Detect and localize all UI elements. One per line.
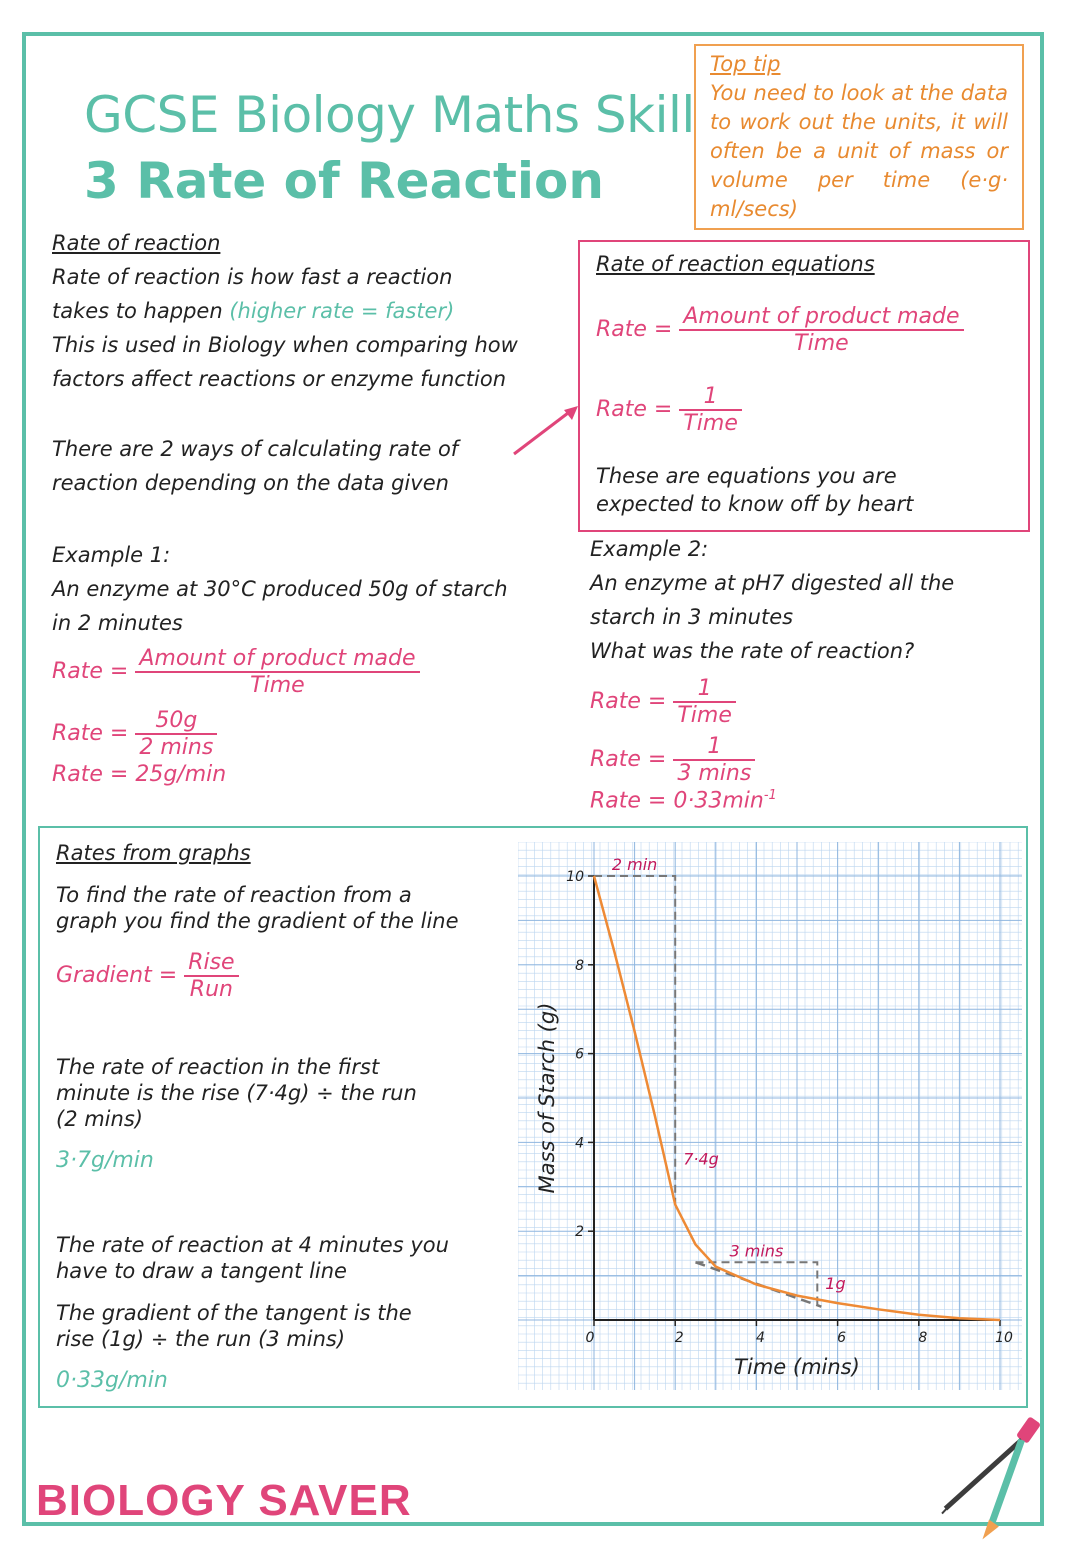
ror-line6: reaction depending on the data given xyxy=(52,471,449,495)
ror-line5: There are 2 ways of calculating rate of xyxy=(52,437,459,461)
graphs-line2: graph you find the gradient of the line xyxy=(56,909,459,933)
ror-line2a: takes to happen xyxy=(52,299,230,323)
example-1 xyxy=(52,538,572,640)
example2-line2: starch in 3 minutes xyxy=(590,605,794,629)
ex1-s1-num: Amount of product made xyxy=(135,646,419,673)
p2-line2: have to draw a tangent line xyxy=(56,1259,347,1283)
gradient-label: Gradient = xyxy=(56,963,178,988)
ex1-s1-den: Time xyxy=(250,673,305,698)
ex1-s2-den: 2 mins xyxy=(139,735,214,760)
ex2-s2-label: Rate = xyxy=(590,747,667,772)
example1-step2 xyxy=(52,708,217,760)
example2-step2 xyxy=(590,734,755,786)
page-title-line2: 3 Rate of Reaction xyxy=(84,152,604,210)
example2-line3: What was the rate of reaction? xyxy=(590,639,915,663)
example1-line1: An enzyme at 30°C produced 50g of starch xyxy=(52,577,508,601)
x-axis-label: Time (mins) xyxy=(734,1355,860,1379)
x-tick-label: 10 xyxy=(995,1330,1013,1346)
ex2-s2-fraction xyxy=(673,734,755,786)
graph-para2 xyxy=(56,1232,516,1352)
example2-step1 xyxy=(590,676,736,728)
eq2-rate-label: Rate = xyxy=(596,397,673,422)
annotation-label: 2 min xyxy=(611,855,658,874)
ex2-s1-fraction xyxy=(673,676,736,728)
compass-icon xyxy=(940,1406,1060,1546)
equations-note xyxy=(596,462,913,518)
top-tip-heading: Top tip xyxy=(710,52,781,76)
ex2-answer-sup: -1 xyxy=(763,788,777,803)
graph-section-text xyxy=(56,840,516,934)
equations-box xyxy=(578,240,1030,532)
graphs-heading: Rates from graphs xyxy=(56,841,251,865)
p2-line1: The rate of reaction at 4 minutes you xyxy=(56,1233,449,1257)
eq2-fraction xyxy=(679,384,742,436)
ex2-s1-label: Rate = xyxy=(590,689,667,714)
rate-of-reaction-section xyxy=(52,226,572,500)
annotation-label: 1g xyxy=(825,1273,846,1293)
x-tick-label: 0 xyxy=(585,1330,595,1346)
example1-heading: Example 1: xyxy=(52,543,171,567)
example-2 xyxy=(590,532,1030,668)
rate-of-reaction-heading: Rate of reaction xyxy=(52,231,221,255)
rate-graph xyxy=(518,842,1022,1390)
x-tick-label: 4 xyxy=(755,1330,765,1346)
x-tick-label: 8 xyxy=(918,1330,928,1346)
graph-answer2: 0·33g/min xyxy=(56,1368,168,1393)
ror-line1: Rate of reaction is how fast a reaction xyxy=(52,265,453,289)
eq2-denominator: Time xyxy=(683,411,738,436)
example1-line2: in 2 minutes xyxy=(52,611,183,635)
graph-para1 xyxy=(56,1054,516,1132)
example1-step1 xyxy=(52,646,420,698)
graphs-line1: To find the rate of reaction from a xyxy=(56,883,412,907)
example2-heading: Example 2: xyxy=(590,537,709,561)
ex1-s2-label: Rate = xyxy=(52,721,129,746)
eq1-numerator: Amount of product made xyxy=(679,304,963,331)
graph-answer1: 3·7g/min xyxy=(56,1148,154,1173)
y-tick-label: 6 xyxy=(575,1046,584,1063)
y-tick-label: 10 xyxy=(566,869,584,885)
example2-line1: An enzyme at pH7 digested all the xyxy=(590,571,955,595)
y-tick-label: 8 xyxy=(575,957,584,974)
ex2-s2-num: 1 xyxy=(673,734,755,761)
top-tip-box xyxy=(694,44,1024,230)
equations-note-line2: expected to know off by heart xyxy=(596,492,914,516)
eq2-numerator: 1 xyxy=(679,384,742,411)
ror-line4: factors affect reactions or enzyme function xyxy=(52,367,507,391)
ex1-s1-label: Rate = xyxy=(52,659,129,684)
y-tick-label: 4 xyxy=(575,1135,584,1152)
ex1-s1-fraction xyxy=(135,646,419,698)
ror-line2b: (higher rate = faster) xyxy=(229,299,455,323)
ex2-s2-den: 3 mins xyxy=(677,761,752,786)
equations-heading: Rate of reaction equations xyxy=(596,252,875,276)
gradient-formula xyxy=(56,950,239,1002)
p1-line1: The rate of reaction in the first xyxy=(56,1055,380,1079)
equations-note-line1: These are equations you are xyxy=(596,464,897,488)
y-axis-label: Mass of Starch (g) xyxy=(535,1002,559,1194)
gradient-fraction xyxy=(184,950,238,1002)
x-tick-label: 6 xyxy=(837,1330,847,1346)
gradient-den: Run xyxy=(189,977,233,1002)
example1-answer: Rate = 25g/min xyxy=(52,762,227,787)
gradient-num: Rise xyxy=(184,950,238,977)
equation-1 xyxy=(596,304,964,356)
p3-line2: rise (1g) ÷ the run (3 mins) xyxy=(56,1327,346,1351)
example2-answer xyxy=(590,788,777,813)
ex2-s1-den: Time xyxy=(677,703,732,728)
ex2-answer-text: Rate = 0·33min xyxy=(590,788,764,814)
x-tick-label: 2 xyxy=(674,1330,684,1346)
ex2-s1-num: 1 xyxy=(673,676,736,703)
eq1-rate-label: Rate = xyxy=(596,317,673,342)
ror-line2 xyxy=(52,294,572,328)
annotation-label: 7·4g xyxy=(683,1149,719,1169)
page-title-line1: GCSE Biology Maths Skill xyxy=(84,86,695,144)
ex1-s2-num: 50g xyxy=(135,708,217,735)
annotation-label: 3 mins xyxy=(729,1241,784,1261)
top-tip-text: You need to look at the data to work out the units, it will often be a unit of mass or volume per time (e·g· ml/secs) xyxy=(710,81,1008,221)
y-tick-label: 2 xyxy=(575,1224,584,1241)
pointer-arrow-icon xyxy=(508,398,584,460)
eq1-denominator: Time xyxy=(794,331,849,356)
biology-saver-logo: BIOLOGY SAVER xyxy=(36,1476,412,1525)
equation-2 xyxy=(596,384,742,436)
ror-line3: This is used in Biology when comparing how xyxy=(52,333,518,357)
ex1-s2-fraction xyxy=(135,708,217,760)
eq1-fraction xyxy=(679,304,963,356)
p3-line1: The gradient of the tangent is the xyxy=(56,1301,412,1325)
p1-line2: minute is the rise (7·4g) ÷ the run xyxy=(56,1081,417,1105)
p1-line3: (2 mins) xyxy=(56,1107,143,1131)
